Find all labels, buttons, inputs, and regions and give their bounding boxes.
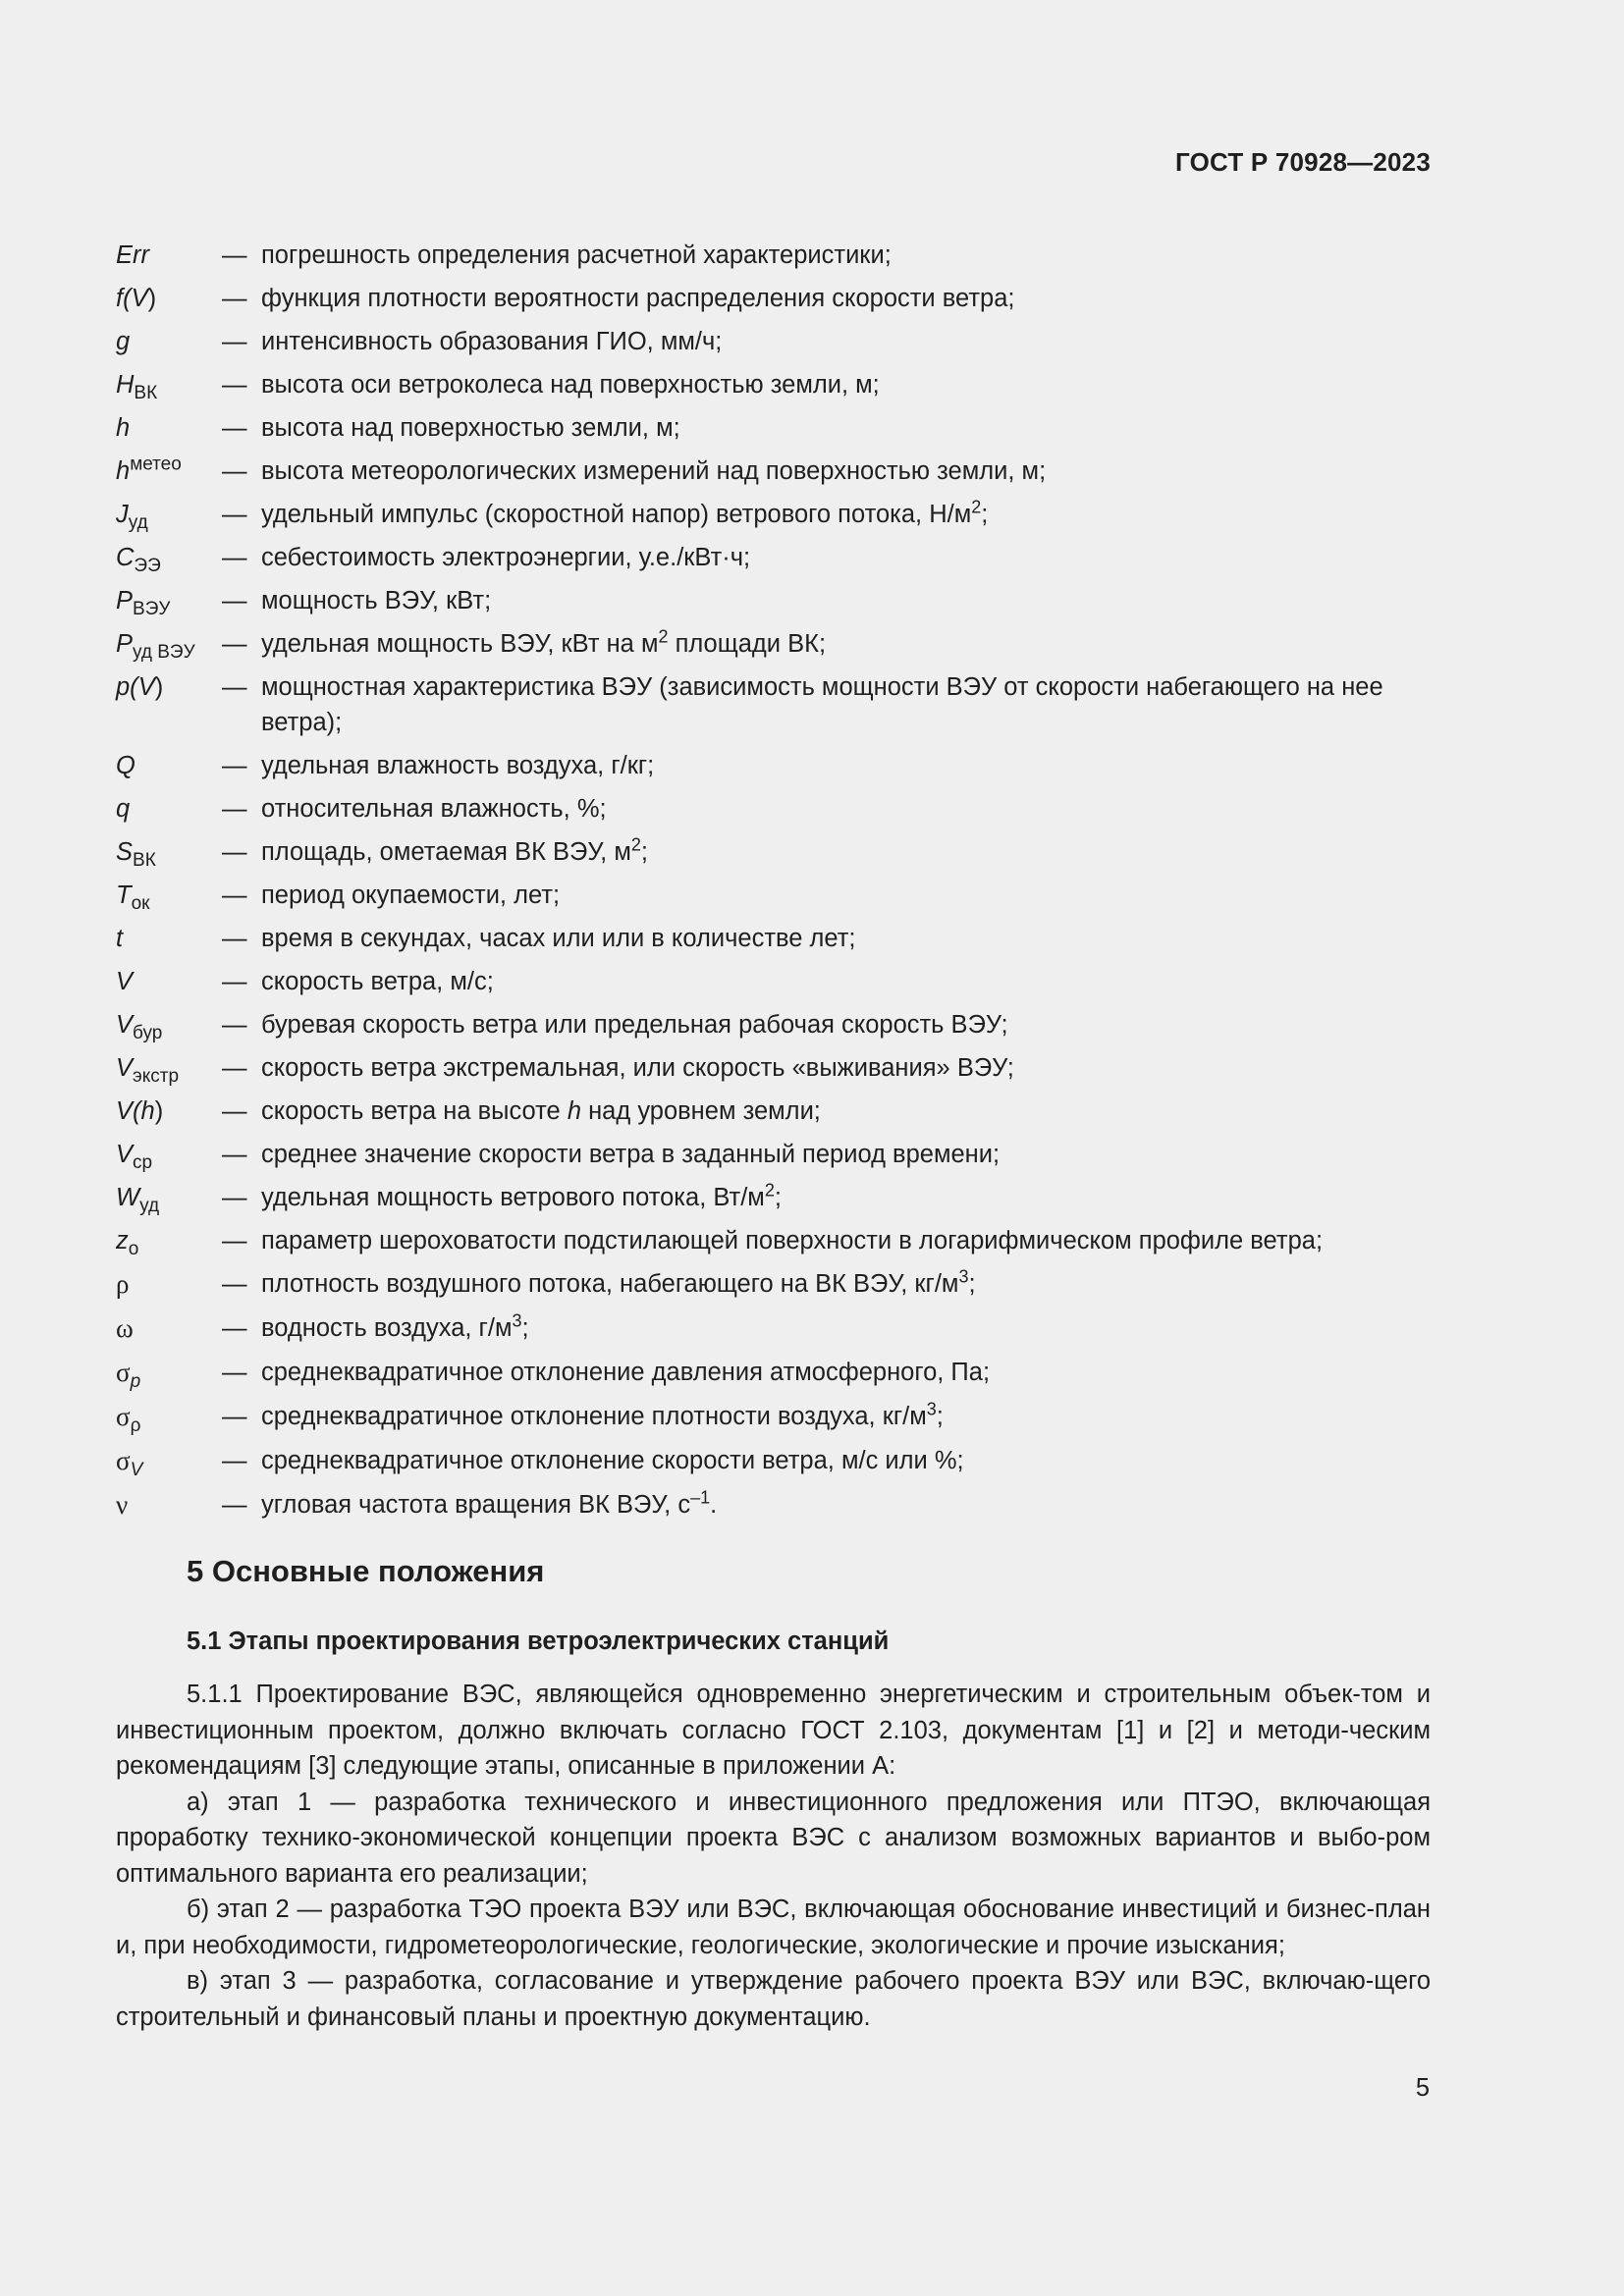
symbol-subscript: ок — [131, 893, 150, 915]
symbol-text: C — [116, 544, 135, 571]
symbol-text: ) — [154, 673, 164, 701]
description-text: среднеквадратичное отклонение плотности воздуха, кг/м — [261, 1403, 927, 1430]
symbols-list — [116, 234, 1432, 1527]
symbol-row — [116, 406, 1432, 450]
symbol-description: высота над поверхностью земли, м; — [261, 414, 680, 442]
symbol-text: V — [116, 968, 134, 995]
dash: — — [222, 1011, 247, 1039]
symbol-subscript: ρ — [130, 1415, 141, 1437]
dash: — — [222, 414, 247, 442]
subsection-heading: 5.1 Этапы проектирования ветроэлектрических станций — [187, 1628, 890, 1655]
symbol-description: среднее значение скорости ветра в заданный период времени; — [261, 1141, 1001, 1168]
symbol — [116, 363, 222, 406]
symbol-subscript: уд ВЭУ — [133, 642, 195, 664]
symbol-text: V( — [116, 1097, 141, 1125]
symbol — [116, 1133, 222, 1176]
symbol-row — [116, 277, 1432, 320]
symbol-text: ) — [147, 285, 157, 312]
symbol — [116, 1307, 222, 1351]
dash: — — [222, 1447, 247, 1474]
symbol-text: T — [116, 881, 132, 909]
description-superscript: 3 — [926, 1399, 937, 1419]
description-text: удельная мощность ветрового потока, Вт/м — [261, 1184, 765, 1211]
description-text: угловая частота вращения ВК ВЭУ, с — [261, 1491, 691, 1519]
dash: — — [222, 1403, 247, 1430]
symbol-description — [261, 493, 1432, 536]
symbol-description — [261, 622, 1432, 666]
symbol-description: среднеквадратичное отклонение давления атмосферного, Па; — [261, 1359, 991, 1386]
symbol-text: J — [116, 501, 129, 528]
symbol-subscript: p — [130, 1371, 141, 1393]
symbol — [116, 406, 222, 450]
symbol-subscript: уд — [139, 1196, 160, 1217]
symbol-description — [261, 830, 1432, 874]
symbol-superscript: метео — [130, 454, 182, 475]
symbol — [116, 1219, 222, 1262]
dash: — — [222, 328, 247, 355]
symbol-row — [116, 666, 1432, 744]
dash: — — [222, 1359, 247, 1386]
symbol-description — [261, 1307, 1432, 1350]
symbol-description: скорость ветра, м/с; — [261, 968, 494, 995]
description-text: площадь, ометаемая ВК ВЭУ, м — [261, 838, 631, 866]
symbol — [116, 622, 222, 666]
dash: — — [222, 587, 247, 614]
symbol-row — [116, 874, 1432, 917]
description-text: ; — [936, 1403, 944, 1430]
symbol — [116, 830, 222, 874]
symbol-row — [116, 917, 1432, 960]
symbol-row — [116, 1307, 1432, 1351]
symbol-description: буревая скорость ветра или предельная рабочая скорость ВЭУ; — [261, 1011, 1008, 1039]
symbol-row — [116, 1176, 1432, 1219]
dash: — — [222, 371, 247, 399]
description-text: ; — [521, 1314, 529, 1342]
dash: — — [222, 673, 247, 701]
symbol-text: V — [116, 1054, 134, 1082]
symbol — [116, 1003, 222, 1046]
symbol-subscript: уд — [128, 512, 148, 534]
symbol-row — [116, 744, 1432, 787]
dash: — — [222, 1097, 247, 1125]
symbol — [116, 320, 222, 363]
dash: — — [222, 501, 247, 528]
symbol-row — [116, 960, 1432, 1003]
dash: — — [222, 881, 247, 909]
paragraph: 5.1.1 Проектирование ВЭС, являющейся одновременно энергетическим и строительным объек-том и инвестиционным проектом, должно включать согласно ГОСТ 2.103, документам [1] и [2] и методи-ческим рекомендациям [3] следующие этапы, описанные в приложении А: — [116, 1681, 1431, 1780]
document-code: ГОСТ Р 70928—2023 — [1175, 147, 1431, 177]
symbol — [116, 787, 222, 830]
symbol-description: среднеквадратичное отклонение скорости ветра, м/с или %; — [261, 1447, 964, 1474]
description-text: удельный импульс (скоростной напор) ветрового потока, Н/м — [261, 501, 972, 528]
symbol-subscript: ср — [133, 1152, 153, 1174]
dash: — — [222, 752, 247, 779]
symbol-description — [261, 1262, 1432, 1306]
dash: — — [222, 285, 247, 312]
symbol-row — [116, 622, 1432, 666]
symbol-text: z — [116, 1227, 129, 1255]
symbol-description: период окупаемости, лет; — [261, 881, 561, 909]
symbol-text: S — [116, 838, 134, 866]
symbol-subscript: бур — [133, 1023, 163, 1044]
symbol-row — [116, 1439, 1432, 1483]
symbol-text: Err — [116, 241, 149, 269]
symbol-subscript: экстр — [133, 1066, 180, 1088]
symbol — [116, 493, 222, 536]
symbol-text: V — [131, 285, 148, 312]
body-text — [116, 1677, 1431, 2035]
symbol — [116, 1046, 222, 1090]
description-superscript: 2 — [658, 626, 669, 647]
symbol — [116, 1439, 222, 1483]
dash: — — [222, 241, 247, 269]
description-superscript: 3 — [958, 1266, 969, 1287]
symbol-text: W — [116, 1184, 140, 1211]
symbol-row — [116, 1219, 1432, 1262]
dash: — — [222, 1491, 247, 1519]
dash: — — [222, 968, 247, 995]
description-text: водность воздуха, г/м — [261, 1314, 513, 1342]
symbol-row — [116, 787, 1432, 830]
description-text: плотность воздушного потока, набегающего на ВК ВЭУ, кг/м — [261, 1270, 959, 1298]
symbol-text: h — [116, 457, 131, 485]
dash: — — [222, 630, 247, 658]
symbol-text: H — [116, 371, 135, 399]
symbol-description: удельная влажность воздуха, г/кг; — [261, 752, 655, 779]
symbol-description: высота оси ветроколеса над поверхностью земли, м; — [261, 371, 880, 399]
symbol-text: V — [116, 1011, 134, 1039]
symbol-text: σ — [116, 1446, 131, 1475]
symbol-row — [116, 1046, 1432, 1090]
symbol-text: P — [116, 587, 134, 614]
symbol-row — [116, 493, 1432, 536]
symbol-text: t — [116, 925, 124, 952]
symbol-text: h — [116, 414, 131, 442]
symbol — [116, 874, 222, 917]
symbol-description: время в секундах, часах или или в количестве лет; — [261, 925, 856, 952]
dash: — — [222, 795, 247, 823]
symbol-description — [261, 1176, 1432, 1219]
paragraph: в) этап 3 — разработка, согласование и утверждение рабочего проекта ВЭУ или ВЭС, включаю-щего строительный и финансовый планы и проектную документацию. — [116, 1967, 1431, 2031]
symbol-text: V — [137, 673, 155, 701]
section-heading: 5 Основные положения — [187, 1554, 545, 1588]
description-text: над уровнем земли; — [581, 1097, 821, 1125]
symbol — [116, 666, 222, 709]
symbol-subscript: о — [128, 1239, 139, 1260]
symbol — [116, 1395, 222, 1439]
symbol-description: мощностная характеристика ВЭУ (зависимость мощности ВЭУ от скорости набегающего на нее ветра); — [261, 673, 1383, 736]
symbol-row — [116, 536, 1432, 579]
description-superscript: 3 — [512, 1310, 522, 1331]
symbol-row — [116, 1133, 1432, 1176]
symbol-subscript: ЭЭ — [134, 556, 161, 577]
description-text: ; — [968, 1270, 976, 1298]
symbol — [116, 277, 222, 320]
symbol-text: g — [116, 328, 131, 355]
dash: — — [222, 1054, 247, 1082]
description-text: ; — [640, 838, 648, 866]
symbol — [116, 450, 222, 493]
symbol-description: мощность ВЭУ, кВт; — [261, 587, 492, 614]
symbol-row — [116, 320, 1432, 363]
description-text: ; — [774, 1184, 782, 1211]
symbol-description: относительная влажность, %; — [261, 795, 607, 823]
symbol-description: себестоимость электроэнергии, у.е./кВт·ч; — [261, 544, 751, 571]
symbol-text: p( — [116, 673, 138, 701]
symbol-row — [116, 1262, 1432, 1307]
symbol-row — [116, 363, 1432, 406]
symbol-text: ω — [116, 1313, 134, 1343]
symbol-description: параметр шероховатости подстилающей поверхности в логарифмическом профиле ветра; — [261, 1227, 1324, 1255]
description-text: удельная мощность ВЭУ, кВт на м — [261, 630, 659, 658]
symbol-description — [261, 1090, 1432, 1133]
symbol-text: q — [116, 795, 131, 823]
symbol — [116, 536, 222, 579]
symbol-text: ) — [154, 1097, 164, 1125]
symbol — [116, 917, 222, 960]
symbol-description: интенсивность образования ГИО, мм/ч; — [261, 328, 723, 355]
description-superscript: 2 — [630, 834, 641, 855]
symbol-row — [116, 1395, 1432, 1439]
symbol-row — [116, 579, 1432, 622]
description-text: . — [710, 1491, 718, 1519]
symbol-text: Q — [116, 752, 135, 779]
symbol-description: функция плотности вероятности распределения скорости ветра; — [261, 285, 1015, 312]
description-text: ; — [981, 501, 989, 528]
symbol-row — [116, 830, 1432, 874]
symbol — [116, 1262, 222, 1307]
symbol-text: σ — [116, 1358, 131, 1387]
symbol-row — [116, 234, 1432, 277]
symbol-row — [116, 1003, 1432, 1046]
dash: — — [222, 544, 247, 571]
symbol — [116, 744, 222, 787]
description-superscript: 2 — [971, 497, 982, 517]
symbol-description — [261, 1483, 1432, 1526]
symbol-description: высота метеорологических измерений над поверхностью земли, м; — [261, 457, 1047, 485]
dash: — — [222, 1270, 247, 1298]
symbol-subscript: V — [130, 1460, 143, 1481]
symbol-row — [116, 1483, 1432, 1527]
symbol — [116, 234, 222, 277]
page-number: 5 — [1415, 2074, 1430, 2102]
dash: — — [222, 1184, 247, 1211]
description-superscript: 2 — [764, 1180, 775, 1201]
dash: — — [222, 925, 247, 952]
symbol — [116, 1351, 222, 1395]
symbol — [116, 1483, 222, 1527]
dash: — — [222, 457, 247, 485]
description-superscript: –1 — [690, 1487, 711, 1508]
symbol-text: P — [116, 630, 134, 658]
symbol-description — [261, 1395, 1432, 1438]
dash: — — [222, 838, 247, 866]
symbol-row — [116, 450, 1432, 493]
symbol-row — [116, 1351, 1432, 1395]
symbol-subscript: ВК — [133, 850, 156, 872]
paragraph: б) этап 2 — разработка ТЭО проекта ВЭУ или ВЭС, включающая обоснование инвестиций и бизнес-план и, при необходимости, гидрометеорологические, геологические, экологические и прочие изыскания; — [116, 1896, 1431, 1959]
symbol-text: V — [116, 1141, 134, 1168]
symbol — [116, 1176, 222, 1219]
symbol-description: погрешность определения расчетной характеристики; — [261, 241, 892, 269]
symbol — [116, 960, 222, 1003]
symbol-subscript: ВЭУ — [133, 599, 171, 620]
symbol-row — [116, 1090, 1432, 1133]
dash: — — [222, 1314, 247, 1342]
symbol-text: f( — [116, 285, 132, 312]
dash: — — [222, 1227, 247, 1255]
paragraph: а) этап 1 — разработка технического и инвестиционного предложения или ПТЭО, включающая проработку технико-экономической концепции проекта ВЭС с анализом возможных вариантов и выбо-ром оптимального варианта его реализации; — [116, 1788, 1431, 1888]
symbol-subscript: ВК — [134, 383, 158, 404]
symbol — [116, 1090, 222, 1133]
symbol-text: ρ — [116, 1269, 130, 1299]
description-text: площади ВК; — [668, 630, 827, 658]
symbol-text: σ — [116, 1402, 131, 1431]
symbol-description: скорость ветра экстремальная, или скорость «выживания» ВЭУ; — [261, 1054, 1014, 1082]
description-text: скорость ветра на высоте — [261, 1097, 568, 1125]
description-italic: h — [567, 1097, 581, 1125]
dash: — — [222, 1141, 247, 1168]
symbol — [116, 579, 222, 622]
symbol-text: h — [140, 1097, 155, 1125]
symbol-text: ν — [116, 1490, 129, 1520]
